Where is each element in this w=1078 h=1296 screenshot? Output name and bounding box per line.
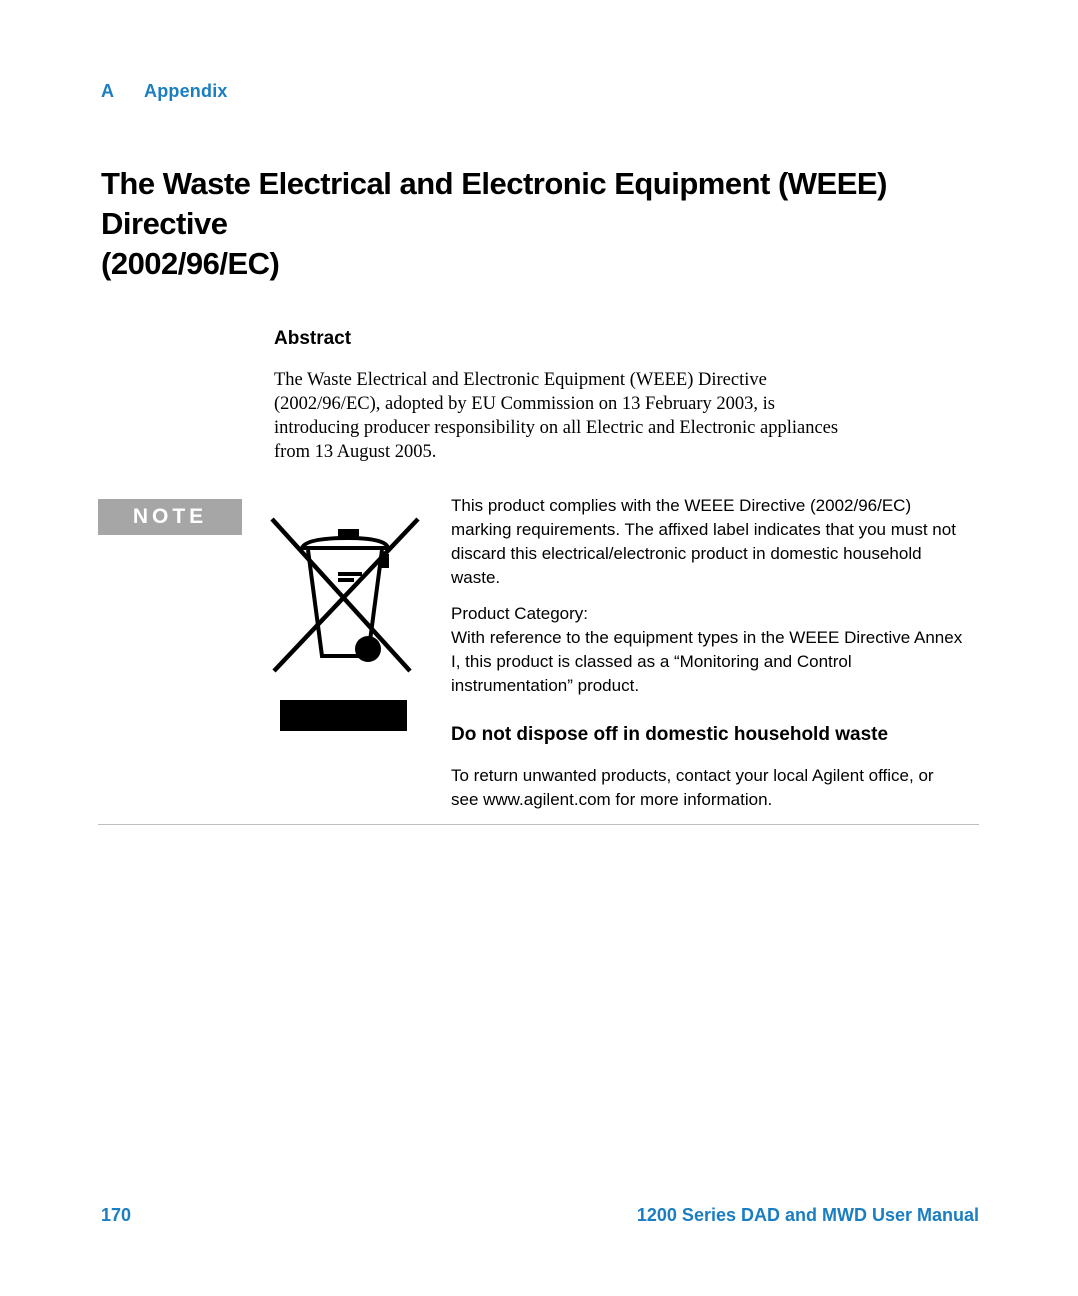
disposal-text bbox=[451, 764, 986, 812]
manual-title: 1200 Series DAD and MWD User Manual bbox=[636, 1205, 979, 1225]
note-line: instrumentation” product. bbox=[451, 676, 640, 695]
note-label: NOTE bbox=[98, 499, 242, 535]
disposal-line: see www.agilent.com for more information. bbox=[451, 790, 773, 809]
abstract-line: (2002/96/EC), adopted by EU Commission on 13 February 2003, is bbox=[274, 394, 776, 414]
disposal-line: To return unwanted products, contact your local Agilent office, or bbox=[451, 766, 934, 785]
note-line: With reference to the equipment types in the WEEE Directive Annex bbox=[451, 628, 963, 647]
abstract-line: The Waste Electrical and Electronic Equipment (WEEE) Directive bbox=[274, 370, 767, 390]
abstract-line: introducing producer responsibility on all Electric and Electronic appliances bbox=[274, 418, 839, 438]
note-line: marking requirements. The affixed label indicates that you must not bbox=[451, 520, 956, 539]
chapter-name: Appendix bbox=[144, 81, 228, 101]
section-divider bbox=[98, 824, 979, 825]
abstract-line: from 13 August 2005. bbox=[274, 442, 437, 462]
note-line: This product complies with the WEEE Directive (2002/96/EC) bbox=[451, 496, 912, 515]
crossed-out-wheeled-bin-icon bbox=[268, 514, 424, 738]
note-paragraph bbox=[451, 602, 986, 698]
disposal-heading: Do not dispose off in domestic household waste bbox=[451, 724, 889, 745]
page-title-line: The Waste Electrical and Electronic Equipment (WEEE) Directive bbox=[101, 166, 887, 241]
note-text bbox=[451, 494, 986, 710]
note-line: waste. bbox=[451, 568, 501, 587]
note-line: I, this product is classed as a “Monitoring and Control bbox=[451, 652, 852, 671]
note-paragraph bbox=[451, 494, 986, 590]
page-title-line: (2002/96/EC) bbox=[101, 246, 280, 281]
note-line: discard this electrical/electronic product in domestic household bbox=[451, 544, 922, 563]
chapter-letter: A bbox=[101, 81, 115, 101]
note-line: Product Category: bbox=[451, 604, 589, 623]
page-number: 170 bbox=[101, 1205, 132, 1225]
abstract-body bbox=[274, 368, 984, 464]
abstract-heading: Abstract bbox=[274, 328, 352, 349]
page-title bbox=[101, 164, 1001, 284]
chapter-header bbox=[101, 81, 228, 102]
